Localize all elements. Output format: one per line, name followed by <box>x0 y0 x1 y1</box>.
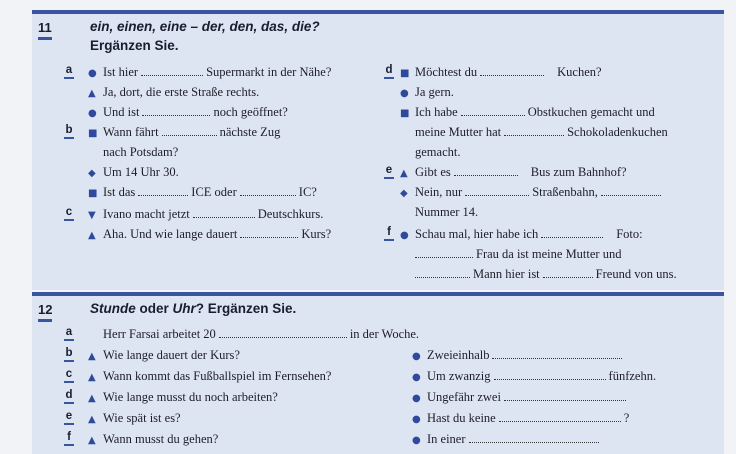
triangle-icon: ▲ <box>88 88 96 99</box>
blank-field[interactable] <box>415 267 470 278</box>
line-e1: ▲ Gibt es Bus zum Bahnhof? <box>400 164 627 182</box>
blank-field[interactable] <box>454 165 518 176</box>
line-d2: ● Ja gern. <box>400 84 454 102</box>
line-d5: gemacht. <box>415 145 461 159</box>
line-b1c: nach Potsdam? <box>103 145 179 159</box>
square-icon: ■ <box>88 128 98 139</box>
exercise-12-panel <box>32 292 724 454</box>
square-icon: ■ <box>88 188 98 199</box>
diamond-icon: ◆ <box>88 168 96 179</box>
item-letter-b: b <box>64 347 74 362</box>
line-12c-answer: ● Um zwanzig fünfzehn. <box>412 368 656 386</box>
line-a1: ● Ist hier Supermarkt in der Nähe? <box>88 64 331 82</box>
item-letter-c: c <box>64 368 74 383</box>
line-12f-answer: ● In einer <box>412 431 602 449</box>
circle-icon: ● <box>88 68 97 79</box>
line-12a: Herr Farsai arbeitet 20 in der Woche. <box>103 327 420 341</box>
diamond-icon: ◆ <box>400 188 408 199</box>
blank-field[interactable] <box>543 267 593 278</box>
blank-field[interactable] <box>541 227 603 238</box>
circle-icon: ● <box>412 372 421 383</box>
blank-field[interactable] <box>138 185 188 196</box>
exercise-instruction: Ergänzen Sie. <box>90 38 179 53</box>
blank-field[interactable] <box>465 185 529 196</box>
circle-icon: ● <box>412 393 421 404</box>
exercise-title: Stunde oder Uhr? Ergänzen Sie. <box>90 301 297 316</box>
line-12e-answer: ● Hast du keine ? <box>412 410 629 428</box>
blank-field[interactable] <box>504 125 564 136</box>
blank-field[interactable] <box>469 432 599 443</box>
line-12d-question: ▲ Wie lange musst du noch arbeiten? <box>88 389 278 407</box>
item-letter-b: b <box>64 124 74 139</box>
line-d1: ■ Möchtest du Kuchen? <box>400 64 602 82</box>
line-b3: ■ Ist das ICE oder IC? <box>88 184 317 202</box>
exercise-number: 11 <box>38 20 52 40</box>
line-12c-question: ▲ Wann kommt das Fußballspiel im Fernsehen? <box>88 368 331 386</box>
blank-field[interactable] <box>162 125 217 136</box>
triangle-down-icon: ▼ <box>88 210 96 221</box>
line-e3: Nummer 14. <box>415 205 479 219</box>
line-b1: ■ Wann fährt nächste Zug <box>88 124 280 142</box>
blank-field[interactable] <box>494 369 606 380</box>
item-letter-e: e <box>384 164 394 179</box>
item-letter-c: c <box>64 206 74 221</box>
line-a2: ▲ Ja, dort, die erste Straße rechts. <box>88 84 259 102</box>
line-12d-answer: ● Ungefähr zwei <box>412 389 629 407</box>
blank-field[interactable] <box>461 105 525 116</box>
triangle-icon: ▲ <box>88 351 96 362</box>
triangle-icon: ▲ <box>88 393 96 404</box>
item-letter-f: f <box>384 226 394 241</box>
line-d4: meine Mutter hat Schokoladenkuchen <box>415 125 668 139</box>
item-letter-a: a <box>64 326 74 341</box>
triangle-icon: ▲ <box>88 414 96 425</box>
square-icon: ■ <box>400 108 410 119</box>
blank-field[interactable] <box>240 227 298 238</box>
line-12e-question: ▲ Wie spät ist es? <box>88 410 181 428</box>
line-c2: ▲ Aha. Und wie lange dauert Kurs? <box>88 226 331 244</box>
line-12f-question: ▲ Wann musst du gehen? <box>88 431 218 449</box>
blank-field[interactable] <box>480 65 544 76</box>
blank-field[interactable] <box>415 247 473 258</box>
blank-field[interactable] <box>219 327 347 338</box>
line-f2: Frau da ist meine Mutter und <box>400 246 621 262</box>
triangle-icon: ▲ <box>88 372 96 383</box>
circle-icon: ● <box>400 88 409 99</box>
triangle-icon: ▲ <box>400 168 408 179</box>
line-12b-answer: ● Zweieinhalb <box>412 347 625 365</box>
line-b2: ◆ Um 14 Uhr 30. <box>88 164 179 182</box>
line-d3: ■ Ich habe Obstkuchen gemacht und <box>400 104 655 122</box>
circle-icon: ● <box>412 414 421 425</box>
line-f3: Mann hier ist Freund von uns. <box>400 266 677 282</box>
blank-field[interactable] <box>142 105 210 116</box>
item-letter-a: a <box>64 64 74 79</box>
item-letter-d: d <box>64 389 74 404</box>
blank-field[interactable] <box>193 207 255 218</box>
triangle-icon: ▲ <box>88 230 96 241</box>
line-c1: ▼ Ivano macht jetzt Deutschkurs. <box>88 206 323 224</box>
line-f1: ● Schau mal, hier habe ich Foto: <box>400 226 643 244</box>
triangle-icon: ▲ <box>88 435 96 446</box>
circle-icon: ● <box>412 435 421 446</box>
item-letter-f: f <box>64 431 74 446</box>
blank-field[interactable] <box>492 348 622 359</box>
blank-field[interactable] <box>504 390 626 401</box>
item-letter-e: e <box>64 410 74 425</box>
blank-field[interactable] <box>601 185 661 196</box>
title-text: ein, einen, eine – der, den, das, die? <box>90 19 320 34</box>
circle-icon: ● <box>88 108 97 119</box>
line-e2: ◆ Nein, nur Straßenbahn, <box>400 184 664 202</box>
exercise-number: 12 <box>38 302 52 322</box>
blank-field[interactable] <box>240 185 296 196</box>
exercise-title <box>90 19 320 34</box>
exercise-11-panel <box>32 10 724 290</box>
blank-field[interactable] <box>141 65 203 76</box>
item-letter-d: d <box>384 64 394 79</box>
blank-field[interactable] <box>499 411 621 422</box>
line-12b-question: ▲ Wie lange dauert der Kurs? <box>88 347 240 365</box>
square-icon: ■ <box>400 68 410 79</box>
circle-icon: ● <box>412 351 421 362</box>
line-a3: ● Und ist noch geöffnet? <box>88 104 288 122</box>
circle-icon: ● <box>400 230 409 241</box>
